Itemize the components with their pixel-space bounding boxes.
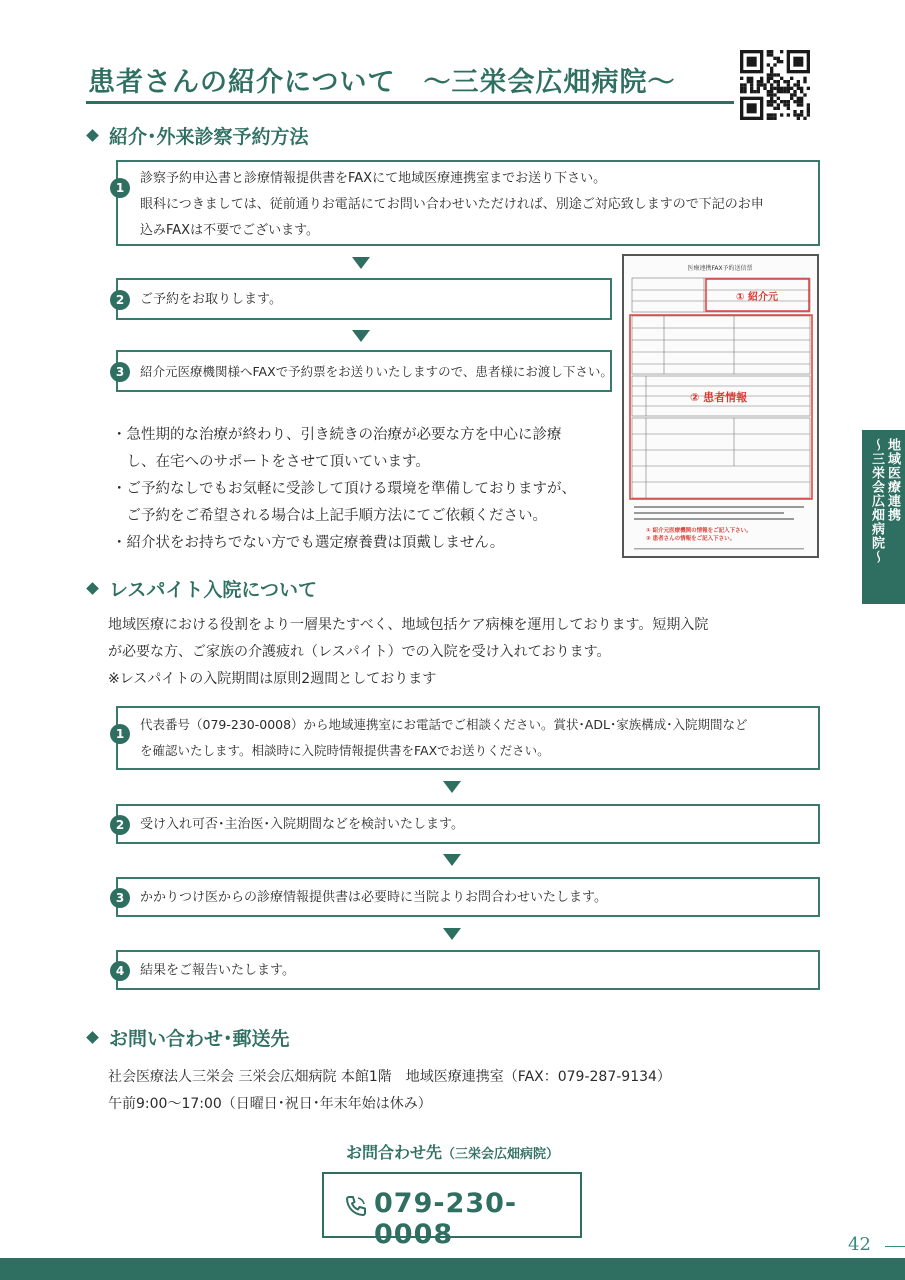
step-text: かかりつけ医からの診療情報提供書は必要時に当院よりお問合わせいたします。	[140, 890, 607, 905]
respite-paragraph-line: 地域医療における役割をより一層果たすべく、地域包括ケア病棟を運用しております。短期入院	[108, 617, 709, 633]
step-number: 2	[110, 815, 130, 835]
bullet-line: ご予約をご希望される場合は上記手順方法にてご依頼ください。	[112, 508, 547, 524]
step-text: 受け入れ可否･主治医･入院期間などを検討いたします。	[140, 817, 464, 832]
page-number-rule	[885, 1246, 905, 1247]
step-number: 2	[110, 290, 130, 310]
step-text: 眼科につきましては、従前通りお電話にてお問い合わせいただければ、別途ご対応致しますので下記のお申	[140, 197, 764, 212]
bullet-line: し、在宅へのサポートをさせて頂いています。	[112, 454, 430, 470]
step-number: 3	[110, 888, 130, 908]
form-title: 医療連携FAX予約送信票	[687, 265, 753, 272]
step-text: 込みFAXは不要でございます。	[140, 223, 320, 238]
down-arrow-icon	[443, 854, 461, 866]
section-side-tab	[862, 430, 905, 604]
step-text: 診察予約申込書と診療情報提供書をFAXにて地域医療連携室までお送り下さい。	[140, 171, 607, 186]
fax-form-image	[622, 254, 819, 558]
step-number: 4	[110, 961, 130, 981]
respite-step-1	[116, 706, 820, 770]
bullet-line: ・急性期的な治療が終わり、引き続きの治療が必要な方を中心に診療	[112, 427, 562, 443]
referral-step-1	[116, 160, 820, 246]
diamond-icon	[86, 129, 99, 142]
phone-icon	[344, 1194, 368, 1218]
form-note-1: ① 紹介元医療機関の情報をご記入下さい。	[646, 528, 752, 534]
step-text: 代表番号（079-230-0008）から地域連携室にお電話でご相談ください。賞状･ADL･家族構成･入院期間など	[140, 717, 748, 732]
page-number: 42	[848, 1234, 871, 1255]
page-title: 患者さんの紹介について ～三栄会広畑病院～	[88, 67, 676, 98]
step-text: ご予約をお取りします。	[140, 292, 282, 307]
contact-hours: 午前9:00～17:00（日曜日･祝日･年末年始は休み）	[108, 1096, 432, 1112]
down-arrow-icon	[443, 928, 461, 940]
side-tab-label: 地域医療連携	[885, 438, 900, 522]
bullet-line: ・紹介状をお持ちでない方でも選定療養費は頂戴しません。	[112, 535, 505, 551]
fax-form-drawing	[624, 256, 817, 556]
contact-heading: お問合わせ先（三栄会広畑病院）	[345, 1143, 560, 1162]
referral-step-3	[116, 350, 612, 392]
down-arrow-icon	[352, 330, 370, 342]
section-heading-referral: 紹介･外来診察予約方法	[88, 122, 309, 149]
respite-paragraph-line: が必要な方、ご家族の介護疲れ（レスパイト）での入院を受け入れております。	[108, 644, 611, 660]
contact-address: 社会医療法人三栄会 三栄会広畑病院 本館1階 地域医療連携室（FAX：079-287-9134）	[108, 1069, 671, 1085]
down-arrow-icon	[443, 781, 461, 793]
step-number: 1	[110, 724, 130, 744]
section-heading-respite: レスパイト入院について	[88, 575, 317, 602]
form-note-2: ② 患者さんの情報をご記入下さい。	[646, 536, 736, 542]
step-number: 3	[110, 362, 130, 382]
respite-step-4	[116, 950, 820, 990]
bullet-line: ・ご予約なしでもお気軽に受診して頂ける環境を準備しておりますが、	[112, 481, 576, 497]
title-underline	[86, 101, 734, 104]
step-text: を確認いたします。相談時に入院時情報提供書をFAXでお送りください。	[140, 743, 550, 758]
phone-number: 079-230-0008	[374, 1188, 518, 1250]
step-text: 結果をご報告いたします。	[140, 963, 295, 978]
form-label-patient: ② 患者情報	[690, 391, 748, 404]
respite-step-2	[116, 804, 820, 844]
section-heading-contact: お問い合わせ･郵送先	[88, 1024, 290, 1051]
respite-step-3	[116, 877, 820, 917]
phone-number-box[interactable]	[322, 1172, 582, 1250]
respite-note: ※レスパイトの入院期間は原則2週間としております	[108, 671, 437, 687]
footer-bar	[0, 1258, 905, 1280]
side-tab-sublabel: ～三栄会広畑病院～	[869, 438, 884, 564]
diamond-icon	[86, 1031, 99, 1044]
step-text: 紹介元医療機関様へFAXで予約票をお送りいたしますので、患者様にお渡し下さい。	[140, 364, 613, 379]
qr-code	[740, 50, 810, 120]
down-arrow-icon	[352, 257, 370, 269]
form-label-referrer: ① 紹介元	[736, 292, 778, 303]
diamond-icon	[86, 582, 99, 595]
step-number: 1	[110, 178, 130, 198]
referral-step-2	[116, 278, 612, 320]
